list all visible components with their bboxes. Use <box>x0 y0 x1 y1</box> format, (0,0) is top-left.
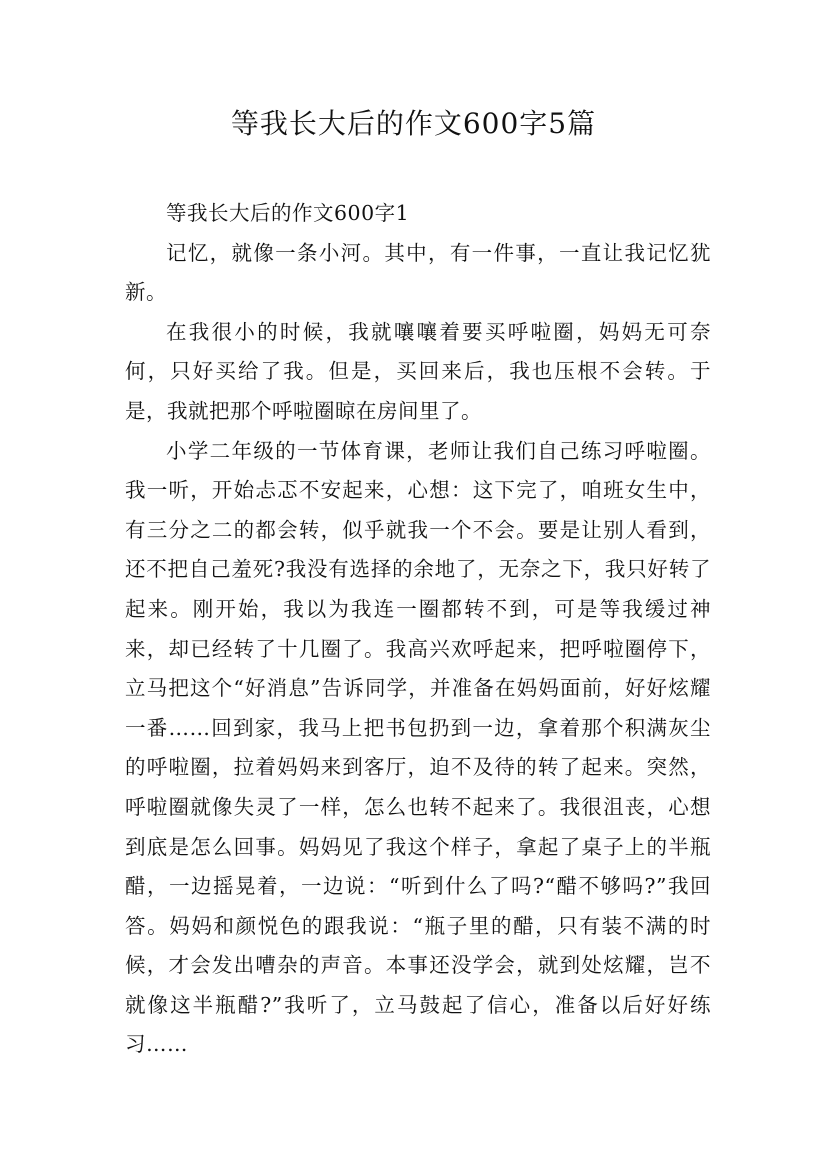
document-body <box>125 194 711 1065</box>
paragraph-2: 在我很小的时候，我就嚷嚷着要买呼啦圈，妈妈无可奈何，只好买给了我。但是，买回来后，我也压根不会转。于是，我就把那个呼啦圈晾在房间里了。 <box>125 319 711 423</box>
paragraph-1: 记忆，就像一条小河。其中，有一件事，一直让我记忆犹新。 <box>125 240 711 305</box>
paragraph-3: 小学二年级的一节体育课，老师让我们自己练习呼啦圈。我一听，开始忐忑不安起来，心想：这下完了，咱班女生中，有三分之二的都会转，似乎就我一个不会。要是让别人看到，还不把自己羞死?我没有选择的余地了，无奈之下，我只好转了起来。刚开始，我以为我连一圈都转不到，可是等我缓过神来，却已经转了十几圈了。我高兴欢呼起来，把呼啦圈停下，立马把这个“好消息”告诉同学，并准备在妈妈面前，好好炫耀一番……回到家，我马上把书包扔到一边，拿着那个积满灰尘的呼啦圈，拉着妈妈来到客厅，迫不及待的转了起来。突然，呼啦圈就像失灵了一样，怎么也转不起来了。我很沮丧，心想到底是怎么回事。妈妈见了我这个样子，拿起了桌子上的半瓶醋，一边摇晃着，一边说：“听到什么了吗?“醋不够吗?”我回答。妈妈和颜悦色的跟我说：“瓶子里的醋，只有装不满的时候，才会发出嘈杂的声音。本事还没学会，就到处炫耀，岂不就像这半瓶醋?”我听了，立马鼓起了信心，准备以后好好练习…… <box>125 438 711 1057</box>
section-heading: 等我长大后的作文600字1 <box>166 201 410 225</box>
document-title: 等我长大后的作文600字5篇 <box>230 107 597 140</box>
